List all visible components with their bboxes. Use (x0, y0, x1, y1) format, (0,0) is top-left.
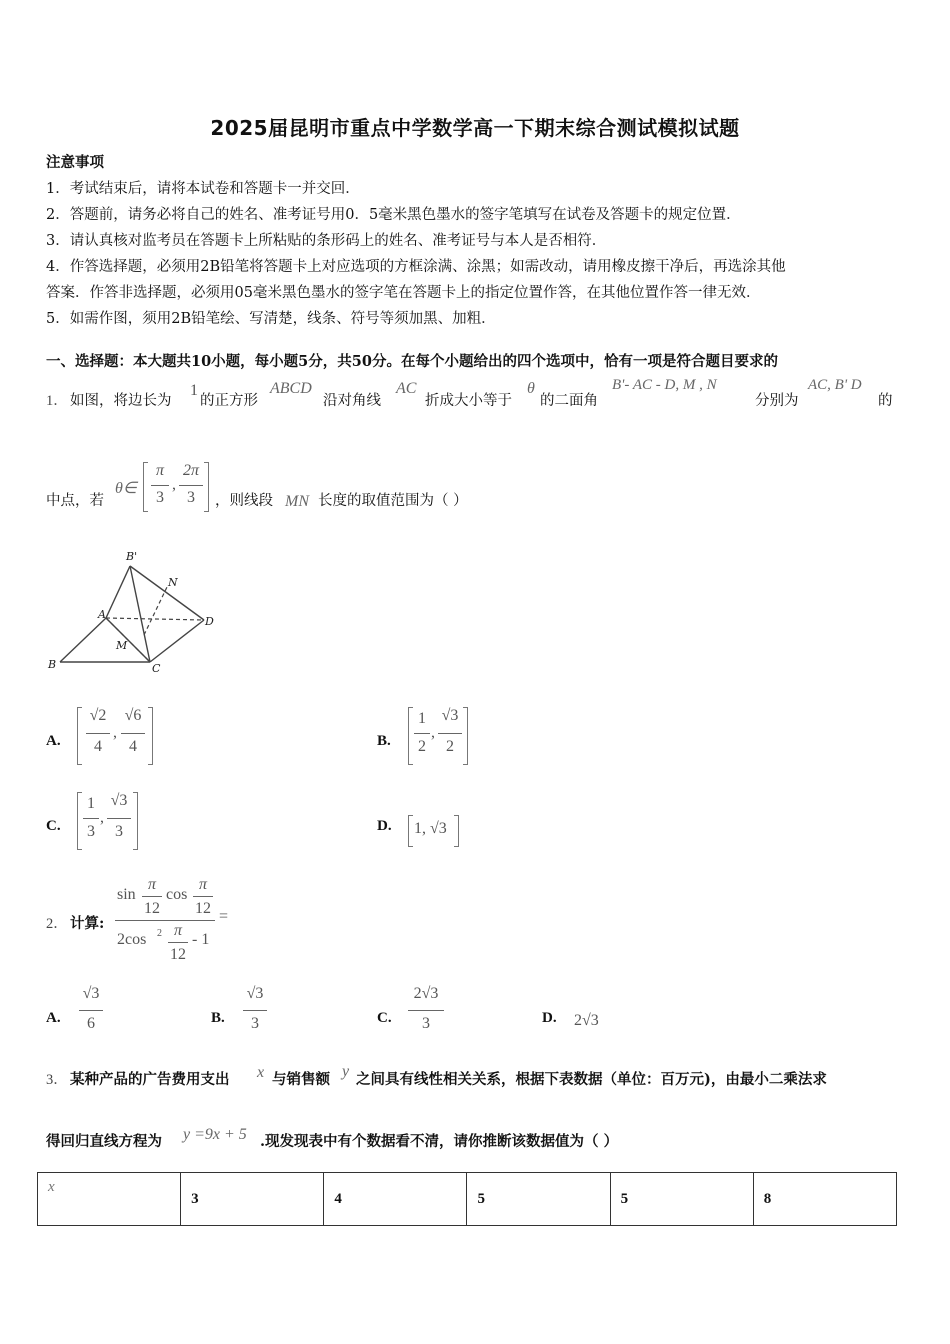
svg-text:M: M (116, 639, 128, 652)
fraction-bar (243, 1010, 267, 1011)
fraction-numerator: π (198, 876, 207, 893)
math-expr: AC, B' D (808, 377, 862, 393)
table-cell: 3 (181, 1173, 324, 1226)
fraction-bar (86, 733, 110, 734)
fraction-denominator: 4 (94, 738, 102, 755)
note-item: 2．答题前，请务必将自己的姓名、准考证号用0．5毫米黑色墨水的签字笔填写在试卷及答题卡的规定位置． (46, 207, 741, 223)
fraction-bar (408, 1010, 444, 1011)
section-heading: 一、选择题：本大题共10小题，每小题5分，共50分。在每个小题给出的四个选项中，恰有一项是符合题目要求的 (46, 353, 778, 370)
question-text: 某种产品的广告费用支出 (70, 1071, 230, 1088)
fraction-bar (168, 942, 188, 943)
math-expr: AC (396, 380, 417, 397)
math-expr: 2 (157, 928, 162, 939)
exam-page: 2025届昆明市重点中学数学高一下期末综合测试模拟试题 注意事项 1．考试结束后，请将本试卷和答题卡一并交回． 2．答题前，请务必将自己的姓名、准考证号用0．5毫米黑色墨水的签字笔填写在试卷及答题卡的规定位置． 3．请认真核对监考员在答题卡上所粘贴的条形码上的姓名、准考证号与本人是否相符． 4．作答选择题，必须用2B铅笔将答题卡上对应选项的方框涂满、涂黑；如需改动，请用橡皮擦干净后，再选涂其他 答案．作答非选择题，必须用05毫米黑色墨水的签字笔在答题卡上的指定位置作答，在其他位置作答一律无效． 5．如需作图，须用2B铅笔绘、写清楚，线条、符号等须加黑、加粗． 一、选择题：本大题共10小题，每小题5分，共50分。在每个小题给出的四个选项中，恰有一项是符合题目要求的 1． 如图，将边长为 1 的正方形 ABCD 沿对角线 AC 折成大小等于 θ 的二面角 B'- AC - D, M , N 分别为 AC, B' D 的 中点，若 θ∈ π 3 , 2π 3 ，则线段 MN 长度的取值范围为（ ） B' N A D M B C A. √2 4 , √6 4 B. 1 2 , √3 2 C. 1 3 , √3 3 D. 1, √3 2． 计算: sin π 12 cos π 12 2cos 2 π 12 - 1 = A. √3 6 B. √3 3 C. 2√3 3 D. 2√3 3． 某种产品的广告费用支出 x 与销售额 y 之间具有线性相关关系，根据下表数据（单位：百万元)，由最小二乘法求 得回归直线方程为 y =9x + 5 .现发现表中有个数据看不清，请你推断该数据值为（ ） x 3 4 5 5 8 (0, 0, 950, 1344)
question-text: 与销售额 (272, 1071, 330, 1088)
fraction-denominator: 3 (115, 823, 123, 840)
fraction-numerator: √6 (124, 707, 142, 724)
fraction-numerator: 1 (87, 795, 95, 812)
table-cell: x (38, 1173, 181, 1226)
math-expr: B'- AC - D, M , N (612, 377, 717, 393)
fraction-numerator: √2 (89, 707, 107, 724)
svg-text:D: D (205, 615, 214, 628)
fraction-denominator: 3 (422, 1015, 430, 1032)
fraction-bar (151, 485, 169, 486)
svg-text:A: A (98, 608, 106, 621)
svg-text:C: C (152, 662, 161, 675)
question-text: 之间具有线性相关关系，根据下表数据（单位：百万元)，由最小二乘法求 (356, 1071, 827, 1088)
svg-text:B: B (48, 658, 57, 671)
left-bracket (143, 462, 148, 512)
notes-heading: 注意事项 (46, 154, 104, 171)
fraction: π (155, 462, 164, 479)
fraction-bar (79, 1010, 103, 1011)
math-expr: x (257, 1064, 265, 1081)
math-expr: , (172, 476, 176, 493)
fraction-bar (414, 733, 430, 734)
question-text: 如图，将边长为 (70, 393, 172, 409)
fraction-bar (142, 896, 162, 897)
note-item: 3．请认真核对监考员在答题卡上所粘贴的条形码上的姓名、准考证号与本人是否相符． (46, 233, 607, 249)
main-fraction-bar (115, 920, 215, 921)
math-expr: θ∈ (115, 480, 137, 497)
fraction-denominator: 2 (446, 738, 454, 755)
question-text: ，则线段 (215, 493, 273, 509)
left-bracket (77, 707, 82, 765)
question-text: 折成大小等于 (425, 393, 512, 409)
option-d-value: 1, √3 (414, 820, 447, 837)
math-expr: y (342, 1063, 350, 1080)
fraction-denominator: 4 (129, 738, 137, 755)
svg-text:N: N (168, 576, 178, 589)
note-item: 5．如需作图，须用2B铅笔绘、写清楚，线条、符号等须加黑、加粗． (46, 311, 496, 327)
notes-section (46, 150, 906, 332)
question-number: 2． (46, 916, 68, 932)
question-text: 长度的取值范围为（ ） (318, 493, 468, 509)
table-row (38, 1173, 897, 1226)
fraction-bar (179, 485, 203, 486)
fraction-denominator: 2 (418, 738, 426, 755)
page-title: 2025届昆明市重点中学数学高一下期末综合测试模拟试题 (210, 116, 740, 140)
fraction-numerator: 1 (418, 710, 426, 727)
folded-square-figure (40, 545, 230, 675)
fraction-denominator: 3 (251, 1015, 259, 1032)
fraction-numerator: π (147, 876, 156, 893)
question-text: 得回归直线方程为 (46, 1133, 162, 1150)
question-text: 的二面角 (540, 393, 598, 409)
question-number: 1． (46, 393, 68, 409)
question-text: .现发现表中有个数据看不清，请你推断该数据值为（ ） (260, 1133, 619, 1150)
fraction-bar (438, 733, 462, 734)
fraction: 2π (182, 462, 199, 479)
table-cell: 4 (324, 1173, 467, 1226)
right-bracket (204, 462, 209, 512)
fraction-denominator: 6 (87, 1015, 95, 1032)
fraction-bar (193, 896, 213, 897)
fraction-numerator: 2√3 (413, 985, 439, 1002)
option-d-value: 2√3 (574, 1012, 599, 1029)
option-a-label[interactable]: A. (46, 1010, 61, 1026)
right-bracket (133, 792, 138, 850)
math-expr: θ (527, 380, 535, 397)
fraction-bar (83, 818, 99, 819)
fraction-bar (121, 733, 145, 734)
option-d-label[interactable]: D. (542, 1010, 557, 1026)
note-item: 4．作答选择题，必须用2B铅笔将答题卡上对应选项的方框涂满、涂黑；如需改动，请用橡皮擦干净后，再选涂其他 (46, 259, 786, 275)
fraction-denominator: 3 (187, 489, 195, 506)
fraction-bar (107, 818, 131, 819)
question-number: 3． (46, 1072, 68, 1088)
table-cell: 5 (610, 1173, 753, 1226)
fraction-numerator: √3 (82, 985, 100, 1002)
fraction-denominator: 12 (170, 946, 186, 963)
fraction-denominator: 3 (156, 489, 164, 506)
question-text: 分别为 (755, 393, 799, 409)
question-text: 的 (878, 393, 893, 409)
fraction-denominator: 3 (87, 823, 95, 840)
fraction-numerator: π (173, 922, 182, 939)
math-expr: ABCD (270, 380, 312, 397)
option-d-label[interactable]: D. (377, 818, 392, 834)
math-expr: y =9x + 5 (183, 1126, 247, 1143)
math-expr: cos (166, 886, 188, 903)
table-cell: 8 (753, 1173, 896, 1226)
question-text: 中点，若 (46, 493, 104, 509)
option-c-label[interactable]: C. (46, 818, 61, 834)
svg-text:B': B' (126, 550, 138, 563)
fraction-denominator: 12 (195, 900, 211, 917)
question-text: 沿对角线 (323, 393, 381, 409)
fraction-denominator: 12 (144, 900, 160, 917)
table-cell: 5 (467, 1173, 610, 1226)
question-text: 的正方形 (200, 393, 258, 409)
math-expr: - 1 (192, 931, 210, 948)
note-item: 答案．作答非选择题，必须用05毫米黑色墨水的签字笔在答题卡上的指定位置作答，在其他位置作答一律无效． (46, 285, 761, 301)
data-table (37, 1172, 897, 1226)
right-bracket (148, 707, 153, 765)
math-expr: 2cos (117, 931, 147, 948)
option-b-label[interactable]: B. (211, 1010, 225, 1026)
left-bracket (408, 815, 413, 847)
math-expr: 1 (190, 382, 198, 399)
right-bracket (454, 815, 459, 847)
math-expr: MN (285, 493, 309, 510)
option-a-label[interactable]: A. (46, 733, 61, 749)
note-item: 1．考试结束后，请将本试卷和答题卡一并交回． (46, 181, 360, 197)
option-c-label[interactable]: C. (377, 1010, 392, 1026)
math-expr: = (219, 908, 229, 925)
math-expr: sin (117, 886, 136, 903)
option-b-label[interactable]: B. (377, 733, 391, 749)
question-text: 计算: (70, 915, 105, 932)
right-bracket (463, 707, 468, 765)
fraction-numerator: √3 (441, 707, 459, 724)
fraction-numerator: √3 (246, 985, 264, 1002)
fraction-numerator: √3 (110, 792, 128, 809)
